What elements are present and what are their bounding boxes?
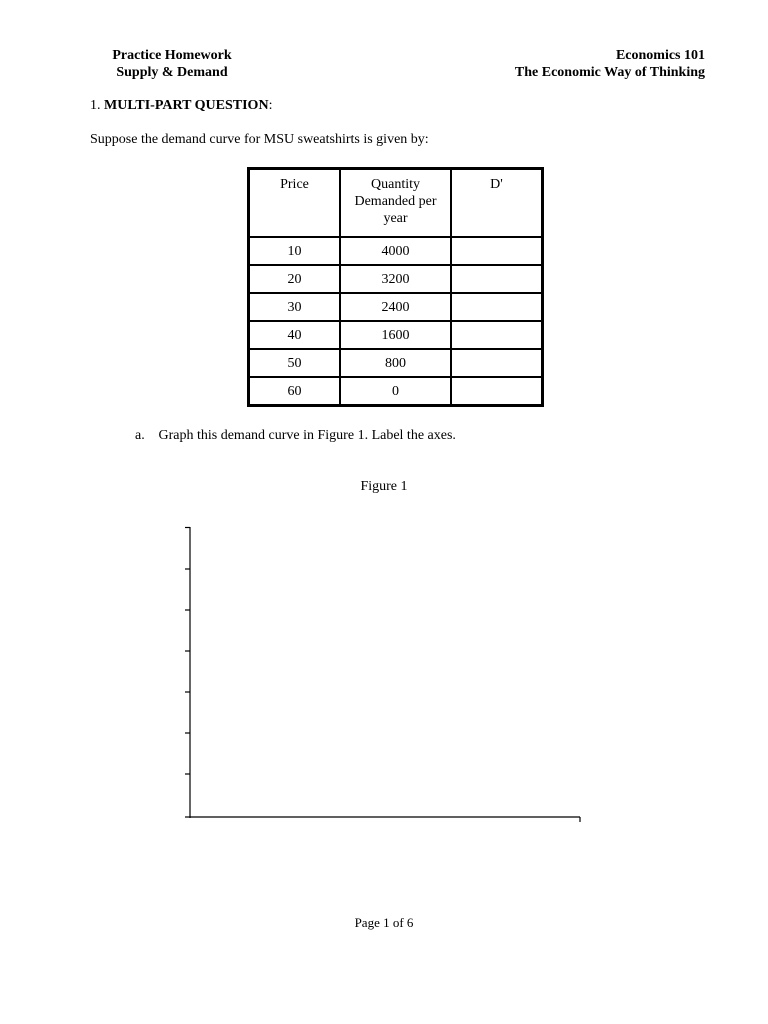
course-title: Economics 101 [615,48,705,63]
cell-quantity: 4000 [340,237,451,265]
homework-title: Practice Homework [112,48,232,63]
header-price: Price [249,169,340,237]
part-a [135,428,456,444]
cell-price: 40 [249,321,340,349]
cell-price: 60 [249,377,340,405]
cell-d-prime [451,237,542,265]
table-row [249,377,542,405]
cell-quantity: 0 [340,377,451,405]
cell-quantity: 3200 [340,265,451,293]
figure-title: Figure 1 [360,479,408,494]
demand-table [247,167,544,407]
page-number: Page 1 of 6 [354,915,414,930]
cell-price: 20 [249,265,340,293]
blank-graph-axes [180,522,590,827]
question-title: MULTI-PART QUESTION [104,98,269,113]
table-row [249,349,542,377]
table-header-row [249,169,542,237]
part-a-text: Graph this demand curve in Figure 1. Label the axes. [158,428,456,443]
cell-d-prime [451,321,542,349]
question-heading [90,98,272,114]
homework-subtitle: Supply & Demand [116,65,228,80]
cell-d-prime [451,349,542,377]
cell-d-prime [451,293,542,321]
table-row [249,237,542,265]
header-quantity: Quantity Demanded per year [340,169,451,237]
cell-price: 30 [249,293,340,321]
cell-d-prime [451,377,542,405]
cell-quantity: 800 [340,349,451,377]
question-intro: Suppose the demand curve for MSU sweatshirts is given by: [90,132,429,147]
cell-quantity: 2400 [340,293,451,321]
question-title-suffix: : [268,98,273,113]
header-right [445,47,705,81]
table-row [249,265,542,293]
cell-d-prime [451,265,542,293]
course-subtitle: The Economic Way of Thinking [514,65,705,80]
table-row [249,321,542,349]
cell-price: 10 [249,237,340,265]
table-row [249,293,542,321]
cell-price: 50 [249,349,340,377]
part-a-label: a. [135,428,145,443]
cell-quantity: 1600 [340,321,451,349]
header-d-prime: D' [451,169,542,237]
question-number: 1. [90,98,101,113]
header-left [110,47,234,81]
